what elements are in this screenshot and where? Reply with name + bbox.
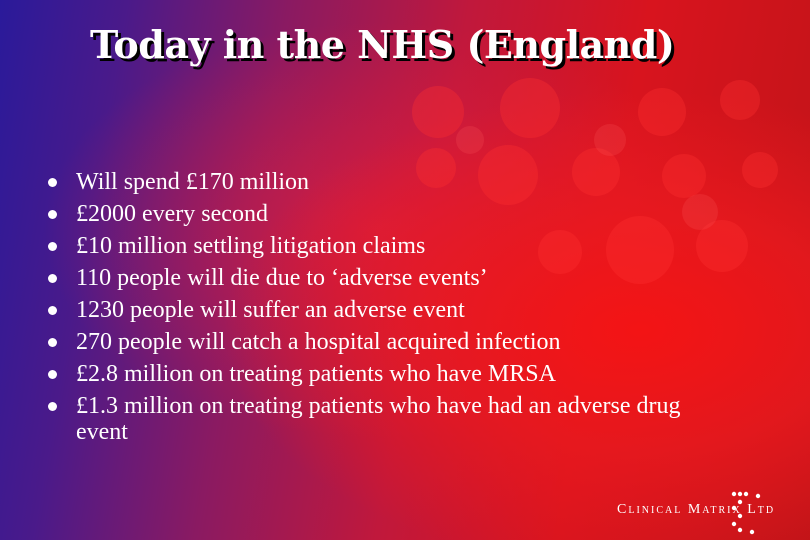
bullet-item	[48, 358, 688, 390]
bullet-text: 1230 people will suffer an adverse event	[76, 297, 465, 323]
bullet-text: £2000 every second	[76, 201, 268, 227]
bullet-list	[48, 166, 688, 445]
slide-title: Today in the NHS (England)	[90, 22, 675, 67]
bullet-icon	[48, 274, 57, 283]
bullet-icon	[48, 370, 57, 379]
bullet-icon	[48, 210, 57, 219]
bullet-icon	[48, 178, 57, 187]
bullet-item	[48, 166, 688, 198]
bullet-item	[48, 198, 688, 230]
bullet-text: £2.8 million on treating patients who have MRSA	[76, 361, 556, 387]
bullet-icon	[48, 306, 57, 315]
bullet-text: Will spend £170 million	[76, 169, 310, 195]
bullet-text: £1.3 million on treating patients who have had an adverse drug event	[76, 393, 681, 445]
bullet-icon	[48, 402, 57, 411]
bullet-text: 110 people will die due to ‘adverse events’	[76, 265, 488, 291]
bullet-text: £10 million settling litigation claims	[76, 233, 426, 259]
bullet-text: 270 people will catch a hospital acquired infection	[76, 329, 561, 355]
bullet-item	[48, 326, 688, 358]
bullet-icon	[48, 338, 57, 347]
bullet-item	[48, 390, 688, 445]
bullet-item	[48, 294, 688, 326]
bullet-icon	[48, 242, 57, 251]
bullet-item	[48, 230, 688, 262]
bullet-item	[48, 262, 688, 294]
company-logo	[612, 488, 792, 532]
logo-text: Clinical Matrix Ltd	[617, 502, 776, 517]
